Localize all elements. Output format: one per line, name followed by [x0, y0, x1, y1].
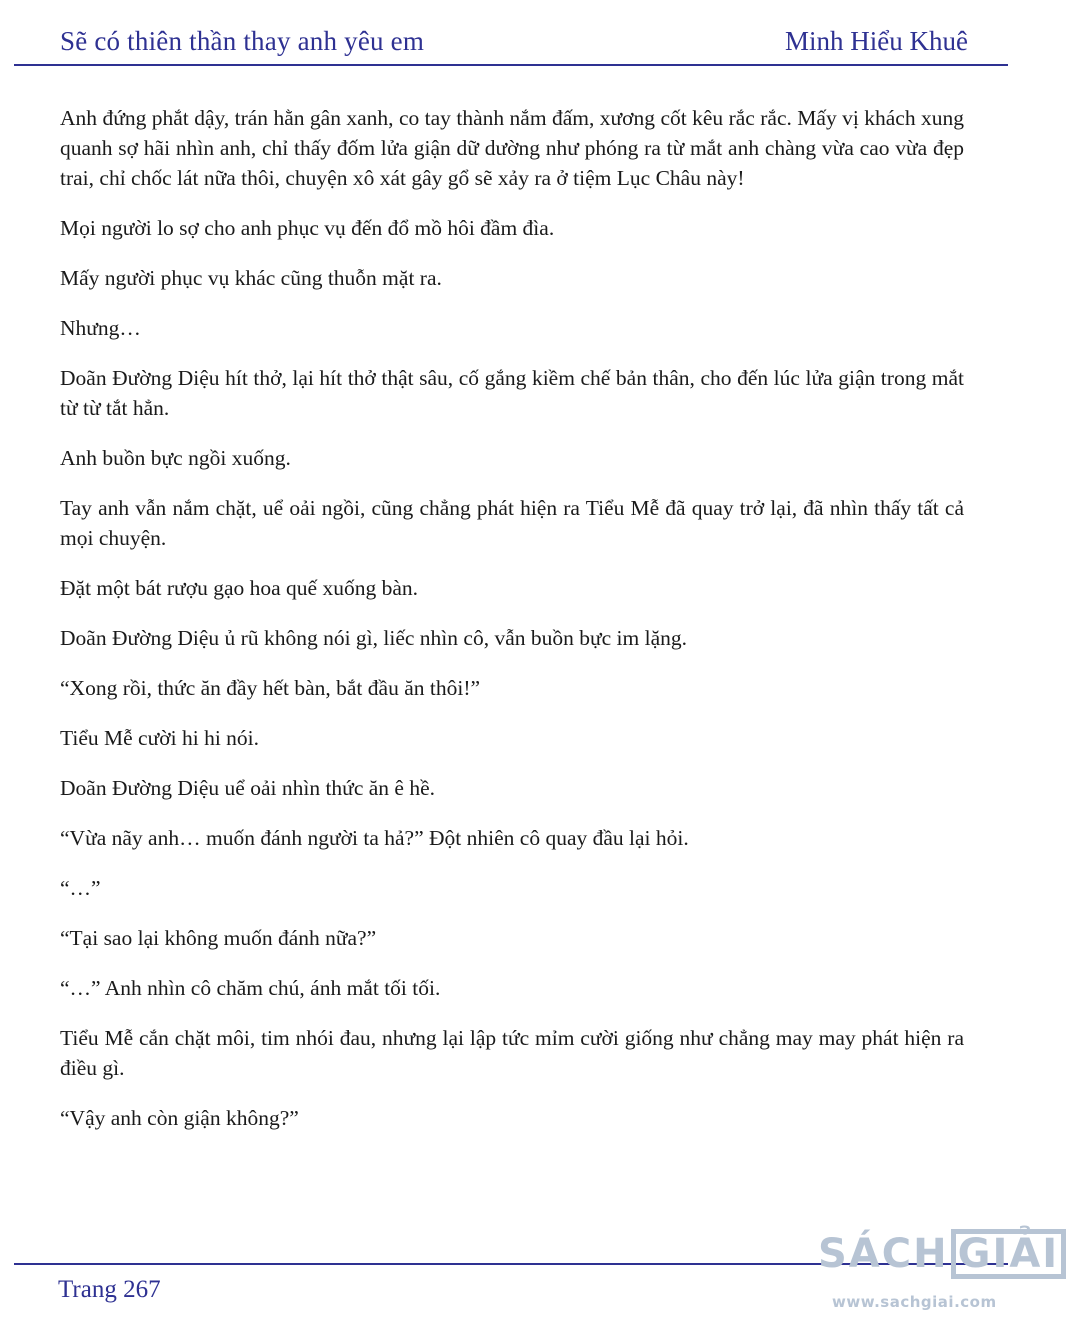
- paragraph: “Vừa nãy anh… muốn đánh người ta hả?” Đột nhiên cô quay đầu lại hỏi.: [60, 826, 689, 850]
- paragraph: Tay anh vẫn nắm chặt, uể oải ngồi, cũng chẳng phát hiện ra Tiểu Mễ đã quay trở lại, đã nhìn thấy tất cả mọi chuyện.: [60, 496, 964, 550]
- paragraph: “…” Anh nhìn cô chăm chú, ánh mắt tối tối.: [60, 976, 441, 1000]
- paragraph: Anh đứng phắt dậy, trán hằn gân xanh, co tay thành nắm đấm, xương cốt kêu rắc rắc. Mấy vị khách xung quanh sợ hãi nhìn anh, chỉ thấy đốm lửa giận dữ dường như phóng ra từ mắt anh chàng vừa cao vừa đẹp trai, chỉ chốc lát nữa thôi, chuyện xô xát gây gổ sẽ xảy ra ở tiệm Lục Châu này!: [60, 106, 964, 190]
- paragraph: Mấy người phục vụ khác cũng thuỗn mặt ra.: [60, 266, 442, 290]
- watermark-logo-text: SÁCH: [818, 1231, 949, 1277]
- paragraph: Doãn Đường Diệu ủ rũ không nói gì, liếc nhìn cô, vẫn buồn bực im lặng.: [60, 626, 688, 650]
- watermark: [818, 1222, 1060, 1318]
- paragraph: “…”: [60, 876, 101, 900]
- paragraph: “Vậy anh còn giận không?”: [60, 1106, 299, 1130]
- paragraph: “Xong rồi, thức ăn đầy hết bàn, bắt đầu ăn thôi!”: [60, 676, 481, 700]
- page-header: [0, 0, 1024, 66]
- paragraph: Đặt một bát rượu gạo hoa quế xuống bàn.: [60, 576, 418, 600]
- page-body: [60, 103, 964, 1153]
- paragraph: Nhưng…: [60, 316, 141, 340]
- paragraph: Anh buồn bực ngồi xuống.: [60, 446, 291, 470]
- watermark-logo: [818, 1230, 1066, 1278]
- header-divider: [14, 64, 1008, 66]
- page-number: Trang 267: [58, 1276, 161, 1303]
- paragraph: Tiểu Mễ cắn chặt môi, tim nhói đau, nhưng lại lập tức mỉm cười giống như chẳng may may phát hiện ra điều gì.: [60, 1026, 964, 1080]
- paragraph: Mọi người lo sợ cho anh phục vụ đến đổ mồ hôi đầm đìa.: [60, 216, 555, 240]
- watermark-url: www.sachgiai.com: [832, 1293, 997, 1311]
- paragraph: Tiểu Mễ cười hi hi nói.: [60, 726, 260, 750]
- book-title: Sẽ có thiên thần thay anh yêu em: [60, 26, 425, 56]
- book-author: Minh Hiểu Khuê: [785, 26, 968, 56]
- paragraph: “Tại sao lại không muốn đánh nữa?”: [60, 926, 377, 950]
- paragraph: Doãn Đường Diệu hít thở, lại hít thở thật sâu, cố gắng kiềm chế bản thân, cho đến lúc lửa giận trong mắt từ từ tắt hẳn.: [60, 366, 964, 420]
- watermark-logo-box: GIẢI: [951, 1229, 1066, 1279]
- paragraph: Doãn Đường Diệu uể oải nhìn thức ăn ê hề.: [60, 776, 435, 800]
